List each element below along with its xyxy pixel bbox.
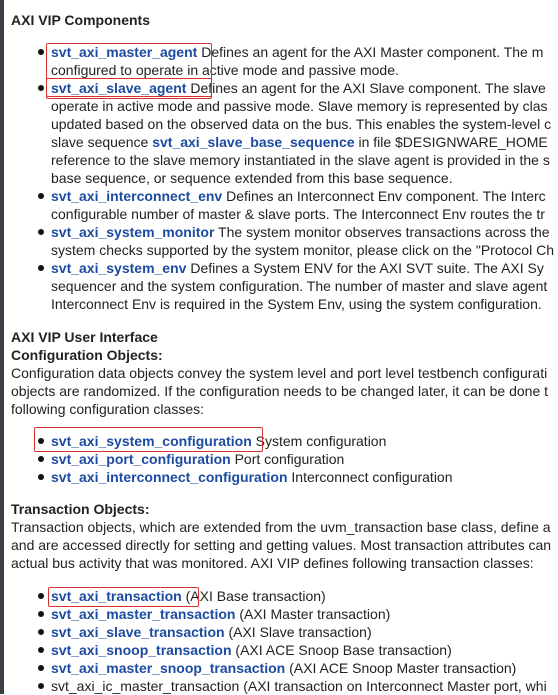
link-svt-axi-interconnect-env[interactable]: svt_axi_interconnect_env: [51, 188, 223, 204]
window-edge-strip: [0, 0, 4, 694]
list-item: svt_axi_system_env Defines a System ENV for the AXI SVT suite. The AXI Sy: [51, 260, 544, 276]
link-svt-axi-transaction[interactable]: svt_axi_transaction: [51, 588, 182, 604]
link-svt-axi-slave-base-sequence[interactable]: svt_axi_slave_base_sequence: [152, 134, 355, 150]
link-svt-axi-system-env[interactable]: svt_axi_system_env: [51, 260, 187, 276]
transaction-objects-heading: Transaction Objects:: [11, 501, 150, 517]
link-svt-axi-slave-agent[interactable]: svt_axi_slave_agent: [51, 80, 187, 96]
list-item: svt_axi_slave_agent Defines an agent for the AXI Slave component. The slave: [51, 80, 546, 96]
list-item: svt_axi_master_transaction (AXI Master transaction): [51, 606, 391, 622]
list-item: svt_axi_master_agent Defines an agent for the AXI Master component. The m: [51, 44, 544, 60]
list-item: svt_axi_ic_master_transaction (AXI transaction on Interconnect Master port, whi: [51, 678, 547, 694]
list-item: svt_axi_slave_transaction (AXI Slave transaction): [51, 624, 372, 640]
config-paragraph: Configuration data objects convey the system level and port level testbench configurati: [11, 365, 548, 381]
list-item: svt_axi_port_configuration Port configuration: [51, 451, 345, 467]
bullet: [38, 593, 44, 599]
list-item: svt_axi_system_monitor The system monitor observes transactions across the: [51, 224, 550, 240]
link-svt-axi-master-agent[interactable]: svt_axi_master_agent: [51, 44, 198, 60]
bullet: [38, 665, 44, 671]
bullet: [38, 647, 44, 653]
bullet: [38, 265, 44, 271]
bullet: [38, 683, 44, 689]
bullet: [38, 85, 44, 91]
user-interface-heading: AXI VIP User Interface: [11, 329, 158, 345]
list-item: svt_axi_system_configuration System configuration: [51, 433, 387, 449]
bullet: [38, 438, 44, 444]
link-svt-axi-snoop-transaction[interactable]: svt_axi_snoop_transaction: [51, 642, 232, 658]
components-heading: AXI VIP Components: [11, 12, 150, 28]
list-item: svt_axi_interconnect_env Defines an Interconnect Env component. The Interc: [51, 188, 546, 204]
link-svt-axi-slave-transaction[interactable]: svt_axi_slave_transaction: [51, 624, 225, 640]
bullet: [38, 611, 44, 617]
list-item: svt_axi_snoop_transaction (AXI ACE Snoop Base transaction): [51, 642, 452, 658]
transaction-paragraph: Transaction objects, which are extended from the uvm_transaction base class, define a: [11, 519, 551, 535]
link-svt-axi-interconnect-configuration[interactable]: svt_axi_interconnect_configuration: [51, 469, 288, 485]
link-svt-axi-master-transaction[interactable]: svt_axi_master_transaction: [51, 606, 236, 622]
list-item: svt_axi_transaction (AXI Base transaction): [51, 588, 326, 604]
link-svt-axi-system-monitor[interactable]: svt_axi_system_monitor: [51, 224, 215, 240]
link-svt-axi-system-configuration[interactable]: svt_axi_system_configuration: [51, 433, 252, 449]
list-item: svt_axi_interconnect_configuration Interconnect configuration: [51, 469, 453, 485]
bullet: [38, 456, 44, 462]
config-objects-heading: Configuration Objects:: [11, 347, 163, 363]
bullet: [38, 193, 44, 199]
link-svt-axi-port-configuration[interactable]: svt_axi_port_configuration: [51, 451, 231, 467]
bullet: [38, 49, 44, 55]
bullet: [38, 474, 44, 480]
bullet: [38, 629, 44, 635]
list-item: svt_axi_master_snoop_transaction (AXI ACE Snoop Master transaction): [51, 660, 517, 676]
bullet: [38, 229, 44, 235]
link-svt-axi-master-snoop-transaction[interactable]: svt_axi_master_snoop_transaction: [51, 660, 286, 676]
